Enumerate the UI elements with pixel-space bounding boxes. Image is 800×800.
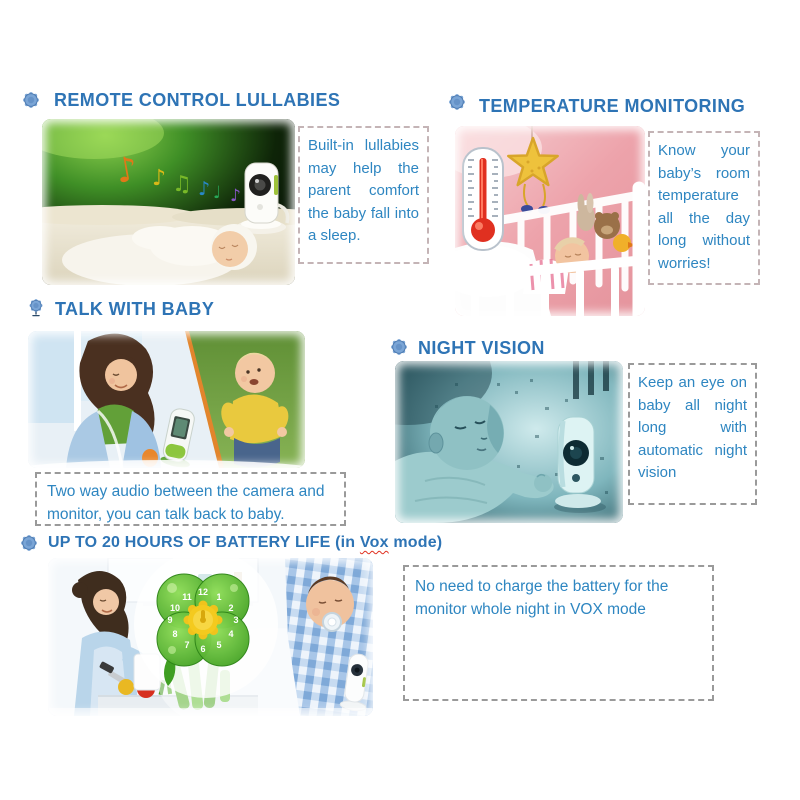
gear-icon [390, 338, 408, 356]
svg-text:2: 2 [228, 603, 234, 613]
thermometer-icon [463, 148, 503, 250]
temperature-caption: Know your baby’s room temperature all the day long without worries! [648, 131, 760, 285]
section-heading-battery [48, 532, 442, 554]
battery-photo [48, 558, 373, 716]
lullabies-caption: Built-in lullabies may help the parent comfort the baby fall into a sleep. [298, 126, 429, 264]
svg-text:7: 7 [184, 640, 190, 650]
lullabies-illustration [42, 119, 295, 285]
gear-icon [27, 299, 45, 317]
battery-heading-text: UP TO 20 HOURS OF BATTERY LIFE (in [48, 534, 360, 551]
temperature-photo [455, 126, 645, 316]
svg-text:1: 1 [216, 592, 222, 602]
night-vision-caption: Keep an eye on baby all night long with automatic night vision [628, 363, 757, 505]
music-note-icon: ♩ [213, 183, 222, 203]
misspelled-word-vox: Vox [359, 534, 389, 551]
gear-icon [22, 91, 40, 109]
talk-photo [28, 331, 305, 468]
music-note-icon: ♪ [198, 178, 211, 200]
gear-icon [20, 534, 38, 552]
section-heading-night-vision: NIGHT VISION [418, 338, 545, 358]
battery-caption: No need to charge the battery for the monitor whole night in VOX mode [403, 565, 714, 701]
section-heading-talk: TALK WITH BABY [55, 299, 215, 319]
svg-text:11: 11 [182, 592, 192, 602]
svg-text:5: 5 [216, 640, 222, 650]
gear-icon [448, 93, 466, 111]
svg-text:3: 3 [233, 615, 239, 625]
music-note-icon: ♫ [172, 172, 192, 197]
section-heading-temperature: TEMPERATURE MONITORING [479, 96, 746, 116]
talk-illustration [28, 331, 305, 468]
svg-text:8: 8 [172, 629, 178, 639]
battery-heading-text: mode) [388, 534, 443, 551]
lullabies-photo [42, 119, 295, 285]
talk-caption: Two way audio between the camera and monitor, you can talk back to baby. [35, 472, 346, 526]
music-note-icon: ♪ [152, 166, 167, 191]
gear-clock-center-icon [184, 601, 223, 640]
battery-illustration [48, 558, 373, 716]
svg-text:12: 12 [197, 587, 209, 597]
section-heading-lullabies: REMOTE CONTROL LULLABIES [54, 90, 341, 110]
svg-text:6: 6 [200, 644, 206, 654]
svg-text:10: 10 [169, 603, 181, 613]
night-vision-photo [395, 361, 623, 523]
music-note-icon: ♪ [112, 148, 141, 192]
svg-text:4: 4 [228, 629, 234, 639]
music-note-icon: ♪ [230, 186, 241, 206]
night-vision-illustration [395, 361, 623, 523]
svg-text:9: 9 [167, 615, 173, 625]
temperature-illustration [455, 126, 645, 316]
